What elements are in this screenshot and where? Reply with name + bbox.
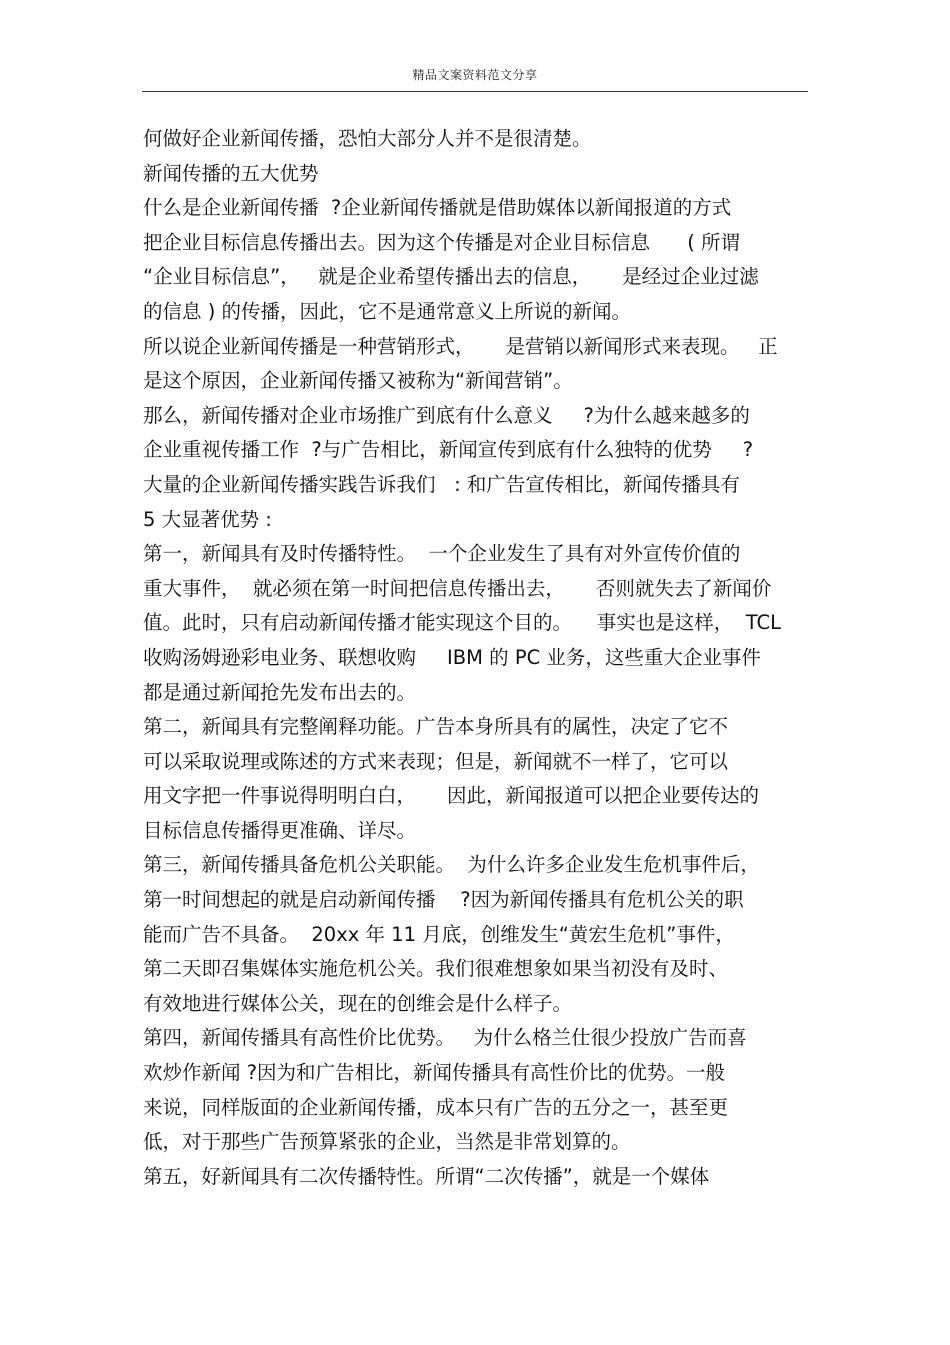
text-line: 第二天即召集媒体实施危机公关。我们很难想象如果当初没有及时、	[143, 957, 729, 981]
text-line: 5 大显著优势 :	[143, 507, 272, 531]
text-line: 来说，同样版面的企业新闻传播，成本只有广告的五分之一，甚至更	[143, 1095, 729, 1119]
text-line: 第四，新闻传播具有高性价比优势。 为什么格兰仕很少投放广告而喜	[143, 1026, 747, 1050]
text-line: 第三，新闻传播具备危机公关职能。 为什么许多企业发生危机事件后，	[143, 853, 760, 877]
text-line: 第二，新闻具有完整阐释功能。广告本身所具有的属性，决定了它不	[143, 715, 729, 739]
text-line: 收购汤姆逊彩电业务、联想收购 IBM 的 PC 业务，这些重大企业事件	[143, 645, 761, 669]
text-line: 第一，新闻具有及时传播特性。 一个企业发生了具有对外宣传价值的	[143, 542, 741, 566]
text-line: 何做好企业新闻传播，恐怕大部分人并不是很清楚。	[143, 127, 592, 150]
text-line: 能而广告不具备。 20xx 年 11 月底，创维发生“黄宏生危机”事件，	[143, 922, 735, 946]
text-line: 把企业目标信息传播出去。因为这个传播是对企业目标信息 ( 所谓	[143, 230, 740, 254]
text-line: “企业目标信息”， 就是企业希望传播出去的信息， 是经过企业过滤	[143, 265, 759, 289]
text-line: 用文字把一件事说得明明白白， 因此，新闻报道可以把企业要传达的	[143, 784, 759, 808]
text-line: 都是通过新闻抢先发布出去的。	[143, 680, 417, 704]
text-line: 可以采取说理或陈述的方式来表现；但是，新闻就不一样了，它可以	[143, 749, 729, 773]
text-line: 重大事件， 就必须在第一时间把信息传播出去， 否则就失去了新闻价	[143, 576, 772, 600]
text-line: 第五，好新闻具有二次传播特性。所谓“二次传播”，就是一个媒体	[143, 1164, 710, 1188]
text-line: 企业重视传播工作 ?与广告相比，新闻宣传到底有什么独特的优势 ?	[143, 438, 754, 462]
text-line: 什么是企业新闻传播 ?企业新闻传播就是借助媒体以新闻报道的方式	[143, 196, 732, 220]
section-heading: 新闻传播的五大优势	[143, 161, 319, 185]
text-line: 低，对于那些广告预算紧张的企业，当然是非常划算的。	[143, 1130, 631, 1154]
text-line: 大量的企业新闻传播实践告诉我们 : 和广告宣传相比，新闻传播具有	[143, 472, 740, 496]
text-line: 第一时间想起的就是启动新闻传播 ?因为新闻传播具有危机公关的职	[143, 888, 744, 912]
text-line: 值。此时，只有启动新闻传播才能实现这个目的。 事实也是这样， TCL	[143, 611, 781, 635]
text-line: 那么，新闻传播对企业市场推广到底有什么意义 ?为什么越来越多的	[143, 403, 750, 427]
text-line: 有效地进行媒体公关，现在的创维会是什么样子。	[143, 991, 573, 1015]
text-line: 是这个原因，企业新闻传播又被称为“新闻营销”。	[143, 369, 573, 393]
header-divider	[142, 91, 808, 92]
page-header: 精品文案资料范文分享	[412, 68, 538, 82]
text-line: 所以说企业新闻传播是一种营销形式， 是营销以新闻形式来表现。 正	[143, 334, 778, 358]
text-line: 欢炒作新闻 ?因为和广告相比，新闻传播具有高性价比的优势。一般	[143, 1061, 726, 1085]
text-line: 的信息 ) 的传播，因此，它不是通常意义上所说的新闻。	[143, 299, 632, 323]
document-body	[143, 122, 823, 1194]
text-line: 目标信息传播得更准确、详尽。	[143, 818, 417, 842]
